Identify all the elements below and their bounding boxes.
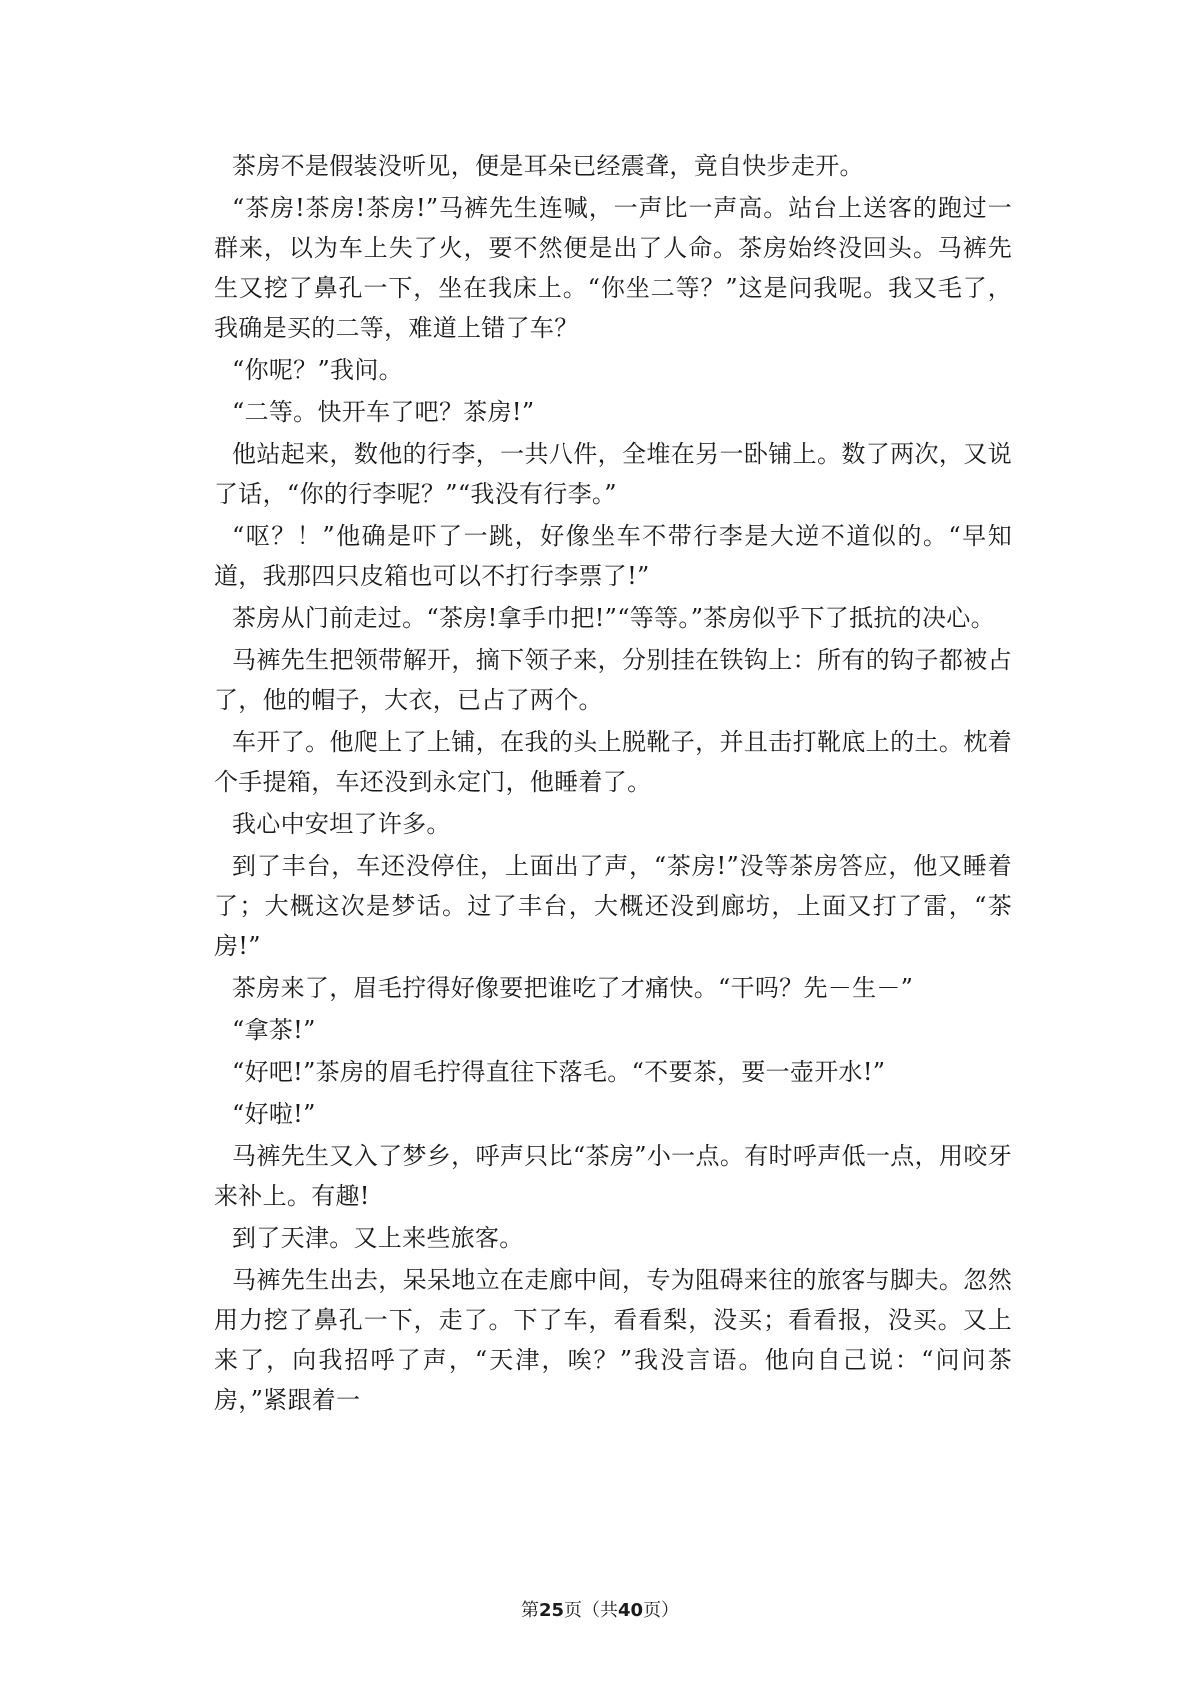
paragraph: 马裤先生又入了梦乡，呼声只比“茶房”小一点。有时呼声低一点，用咬牙来补上。有趣! xyxy=(214,1142,1012,1210)
paragraph: “茶房!茶房!茶房!”马裤先生连喊，一声比一声高。站台上送客的跑过一群来，以为车上失了火，要不然便是出了人命。茶房始终没回头。马裤先生又挖了鼻孔一下，坐在我床上。“你坐二等？”这是问我呢。我又毛了，我确是买的二等，难道上错了车？ xyxy=(214,194,1012,342)
total-pages: 40 xyxy=(618,1600,644,1621)
paragraph: 茶房来了，眉毛拧得好像要把谁吃了才痛快。“干吗？先－生－” xyxy=(232,974,914,1002)
paragraph: 车开了。他爬上了上铺，在我的头上脱靴子，并且击打靴底上的土。枕着个手提箱，车还没到永定门，他睡着了。 xyxy=(214,728,1012,796)
paragraph: “好啦!” xyxy=(232,1100,316,1128)
paragraph: 马裤先生出去，呆呆地立在走廊中间，专为阻碍来往的旅客与脚夫。忽然用力挖了鼻孔一下，走了。下了车，看看梨，没买；看看报，没买。又上来了，向我招呼了声，“天津，唉？”我没言语。他向自己说：“问问茶房，”紧跟着一 xyxy=(214,1266,1012,1414)
page-footer xyxy=(0,1599,1200,1623)
footer-suffix: 页） xyxy=(643,1600,680,1621)
paragraph: “二等。快开车了吧？茶房!” xyxy=(232,398,535,426)
paragraph: 马裤先生把领带解开，摘下领子来，分别挂在铁钩上：所有的钩子都被占了，他的帽子，大衣，已占了两个。 xyxy=(214,646,1012,714)
paragraph: 我心中安坦了许多。 xyxy=(232,810,451,838)
footer-middle: 页（共 xyxy=(564,1600,618,1621)
paragraph: 茶房从门前走过。“茶房!拿手巾把!”“等等。”茶房似乎下了抵抗的决心。 xyxy=(232,604,995,632)
paragraph: “拿茶!” xyxy=(232,1016,316,1044)
paragraph: 到了丰台，车还没停住，上面出了声，“茶房!”没等茶房答应，他又睡着了；大概这次是梦话。过了丰台，大概还没到廊坊，上面又打了雷，“茶房!” xyxy=(214,852,1012,960)
paragraph: “呕？！”他确是吓了一跳，好像坐车不带行李是大逆不道似的。“早知道，我那四只皮箱也可以不打行李票了!” xyxy=(214,522,1012,590)
paragraph: 他站起来，数他的行李，一共八件，全堆在另一卧铺上。数了两次，又说了话，“你的行李呢？”“我没有行李。” xyxy=(214,440,1012,508)
paragraph: 到了天津。又上来些旅客。 xyxy=(232,1224,524,1252)
page-number: 25 xyxy=(538,1600,564,1621)
paragraph: “好吧!”茶房的眉毛拧得直往下落毛。“不要茶，要一壶开水!” xyxy=(232,1058,886,1086)
body-text xyxy=(214,146,1012,1420)
footer-prefix: 第 xyxy=(520,1600,539,1621)
paragraph: 茶房不是假装没听见，便是耳朵已经震聋，竟自快步走开。 xyxy=(232,152,864,180)
paragraph: “你呢？”我问。 xyxy=(232,356,403,384)
